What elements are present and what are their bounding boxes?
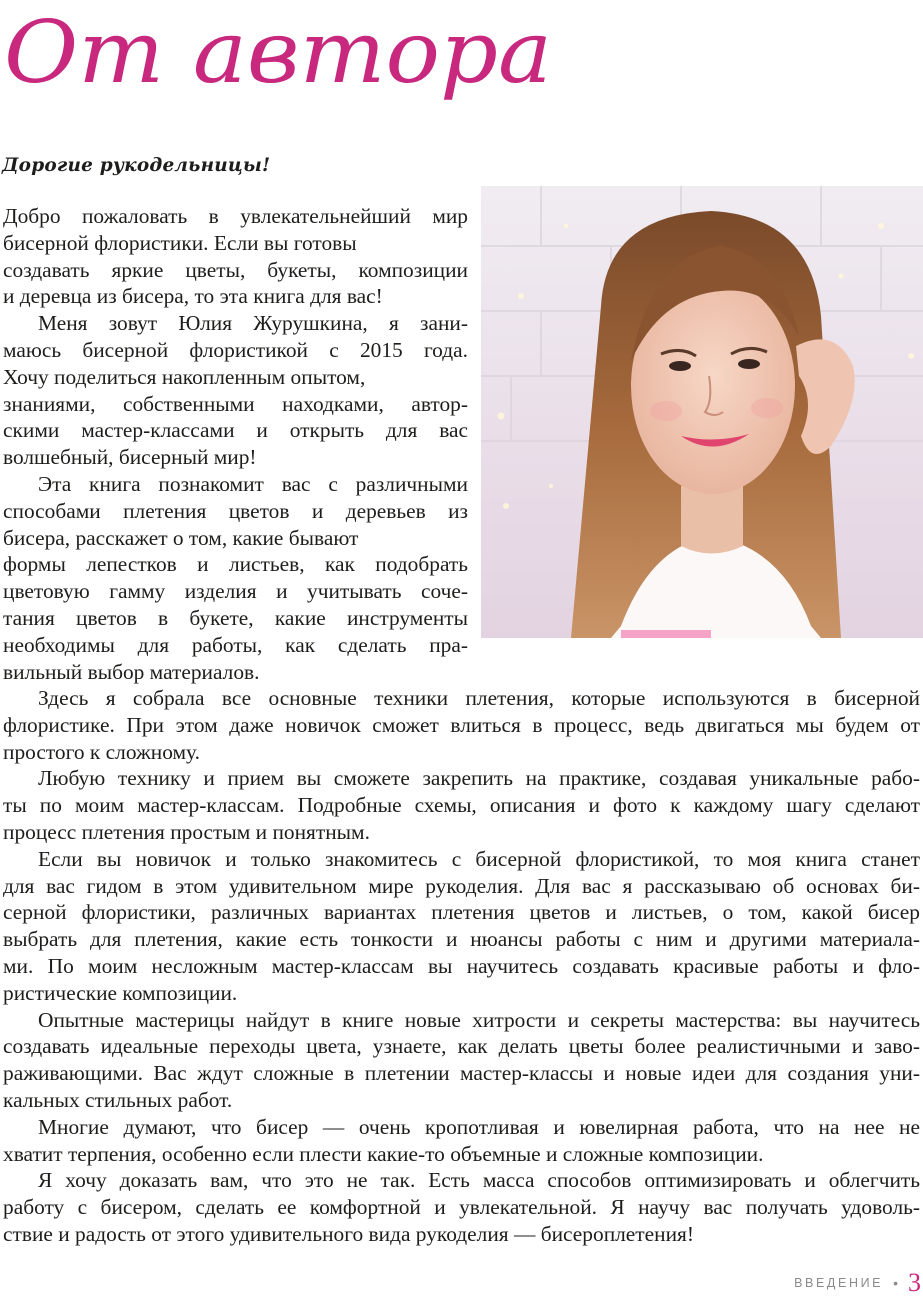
text-line: ты по моим мастер-классам. Подробные схемы, описания и фото к каждому шагу сделают <box>3 793 920 818</box>
text-line: Добро пожаловать в увлекательнейший мир <box>3 204 468 228</box>
text-line: для вас гидом в этом удивительном мире рукоделия. Для вас я рассказываю об основах би- <box>3 873 920 898</box>
text-line: бисера, расскажет о том, какие бывают <box>3 525 359 550</box>
text-line: Эта книга познакомит вас с различными <box>38 471 468 496</box>
text-line: бисерной флористики. Если вы готовы <box>3 230 357 255</box>
footer-separator-dot: • <box>893 1275 898 1291</box>
text-line: тания цветов в букете, какие инструменты <box>3 605 468 630</box>
text-line: Здесь я собрала все основные техники плетения, которые используются в бисерной <box>38 686 920 710</box>
text-line: выбрать для плетения, какие есть тонкости и нюансы работы с ним и другими материала- <box>3 927 920 952</box>
footer-section-name: ВВЕДЕНИЕ <box>794 1276 884 1290</box>
text-line: создавать идеальные переходы цвета, узнаете, как делать цветы более реалистичными и заво- <box>3 1034 920 1059</box>
text-line: ристические композиции. <box>3 980 238 1005</box>
page-title <box>0 0 600 150</box>
text-line: скими мастер-классами и открыть для вас <box>3 418 468 443</box>
text-line: знаниями, собственными находками, автор- <box>3 391 468 416</box>
text-line: создавать яркие цветы, букеты, композиции <box>3 257 468 282</box>
text-line: простого к сложному. <box>3 739 200 764</box>
text-line: Многие думают, что бисер — очень кропотливая и ювелирная работа, что на нее не <box>38 1114 920 1139</box>
text-line: Меня зовут Юлия Журушкина, я зани- <box>38 311 468 336</box>
text-line: и деревца из бисера, то эта книга для вас! <box>3 284 383 309</box>
text-column-full-width <box>3 685 920 1248</box>
text-line: флористике. При этом даже новичок сможет влиться в процесс, ведь двигаться мы будем от <box>3 712 920 737</box>
text-line: Я хочу доказать вам, что это не так. Есть масса способов оптимизировать и облегчить <box>38 1168 920 1193</box>
page-footer <box>794 1268 923 1298</box>
text-line: Хочу поделиться накопленным опытом, <box>3 364 366 389</box>
text-line: Если вы новичок и только знакомитесь с бисерной флористикой, то моя книга станет <box>38 846 920 871</box>
text-line: вильный выбор материалов. <box>3 659 260 684</box>
text-line: Опытные мастерицы найдут в книге новые хитрости и секреты мастерства: вы научитесь <box>38 1007 920 1032</box>
text-line: процесс плетения простым и понятным. <box>3 819 370 844</box>
page-number: 3 <box>908 1268 921 1297</box>
text-line: формы лепестков и листьев, как подобрать <box>3 552 468 577</box>
text-line: способами плетения цветов и деревьев из <box>3 498 468 523</box>
page-title-text: От автора <box>4 3 552 103</box>
text-line: цветовую гамму изделия и учитывать соче- <box>3 579 468 604</box>
text-line: маюсь бисерной флористикой с 2015 года. <box>3 337 468 362</box>
text-line: раживающими. Вас ждут сложные в плетении мастер-классы и новые идеи для создания уни- <box>3 1061 920 1086</box>
text-line: необходимы для работы, как сделать пра- <box>3 632 468 657</box>
text-line: Любую технику и прием вы сможете закрепить на практике, создавая уникальные рабо- <box>38 766 920 791</box>
greeting: Дорогие рукодельницы! <box>2 155 271 176</box>
text-line: ствие и радость от этого удивительного вида рукоделия — бисероплетения! <box>3 1221 695 1246</box>
text-line: волшебный, бисерный мир! <box>3 445 257 470</box>
text-line: работу с бисером, сделать ее комфортной и увлекательной. Я научу вас получать удоволь- <box>3 1195 920 1220</box>
text-line: хватит терпения, особенно если плести какие-то объемные и сложные композиции. <box>3 1141 764 1166</box>
text-line: кальных стильных работ. <box>3 1087 233 1112</box>
author-photo <box>481 186 923 638</box>
text-column-beside-photo <box>3 203 468 685</box>
text-line: серной флористики, различных вариантах плетения цветов и листьев, о том, какой бисер <box>3 900 920 925</box>
text-line: ми. По моим несложным мастер-классам вы научитесь создавать красивые работы и фло- <box>3 953 920 978</box>
